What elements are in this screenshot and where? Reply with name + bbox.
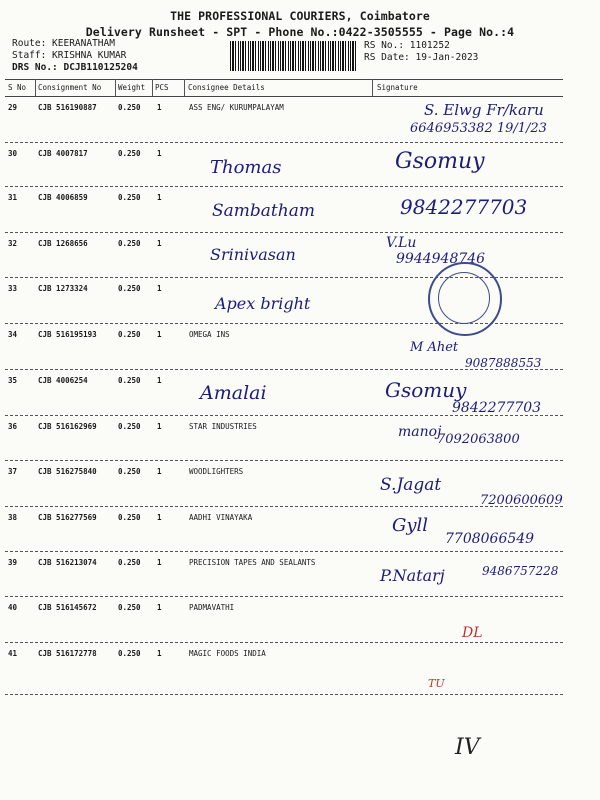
signature: TU xyxy=(428,677,445,690)
table-top-border xyxy=(5,79,563,80)
signature-phone: 9486757228 xyxy=(482,564,559,578)
row-pcs: 1 xyxy=(157,649,162,658)
handwritten-name: Apex bright xyxy=(215,294,311,313)
row-weight: 0.250 xyxy=(118,376,141,385)
signature-phone: 9842277703 xyxy=(452,400,542,416)
table-row xyxy=(0,597,600,641)
col-pcs: PCS xyxy=(155,83,169,92)
row-pcs: 1 xyxy=(157,422,162,431)
delivery-stamp xyxy=(428,262,502,336)
signature: P.Natarj xyxy=(380,566,445,585)
row-weight: 0.250 xyxy=(118,103,141,112)
route-label: Route: KEERANATHAM xyxy=(12,38,115,49)
row-weight: 0.250 xyxy=(118,603,141,612)
row-pcs: 1 xyxy=(157,467,162,476)
signature-phone: 7092063800 xyxy=(437,432,520,447)
row-sno: 31 xyxy=(8,193,18,202)
col-divider xyxy=(115,79,116,97)
signature: Gsomuy xyxy=(395,149,485,174)
col-consignment: Consignment No xyxy=(38,83,102,92)
row-details: AADHI VINAYAKA xyxy=(189,513,253,522)
table-row xyxy=(0,233,600,277)
row-weight: 0.250 xyxy=(118,513,141,522)
signature: S.Jagat xyxy=(380,475,442,495)
table-row xyxy=(0,370,600,414)
row-weight: 0.250 xyxy=(118,193,141,202)
row-sno: 36 xyxy=(8,422,18,431)
row-consignment: CJB 1268656 xyxy=(38,239,88,248)
signature-phone: 7200600609 xyxy=(480,493,563,508)
row-sno: 29 xyxy=(8,103,18,112)
row-sno: 32 xyxy=(8,239,18,248)
row-pcs: 1 xyxy=(157,239,162,248)
row-consignment: CJB 516172778 xyxy=(38,649,97,658)
row-pcs: 1 xyxy=(157,513,162,522)
row-pcs: 1 xyxy=(157,603,162,612)
table-row xyxy=(0,143,600,187)
row-pcs: 1 xyxy=(157,376,162,385)
col-divider xyxy=(372,79,373,97)
row-sno: 38 xyxy=(8,513,18,522)
row-sno: 35 xyxy=(8,376,18,385)
row-consignment: CJB 4007817 xyxy=(38,149,88,158)
row-details: OMEGA INS xyxy=(189,330,230,339)
company-title: THE PROFESSIONAL COURIERS, Coimbatore xyxy=(170,9,430,23)
table-row xyxy=(0,416,600,460)
signature-phone: 9087888553 xyxy=(465,356,542,370)
rs-date: RS Date: 19-Jan-2023 xyxy=(364,52,479,63)
row-sno: 34 xyxy=(8,330,18,339)
signature: Gyll xyxy=(392,515,429,536)
row-weight: 0.250 xyxy=(118,649,141,658)
row-consignment: CJB 4006254 xyxy=(38,376,88,385)
row-sno: 39 xyxy=(8,558,18,567)
page-mark: IV xyxy=(455,735,480,760)
row-pcs: 1 xyxy=(157,330,162,339)
row-consignment: CJB 516275840 xyxy=(38,467,97,476)
table-row xyxy=(0,643,600,690)
row-consignment: CJB 516213074 xyxy=(38,558,97,567)
row-consignment: CJB 1273324 xyxy=(38,284,88,293)
handwritten-name: Srinivasan xyxy=(210,245,296,264)
row-weight: 0.250 xyxy=(118,149,141,158)
table-row xyxy=(0,97,600,141)
col-weight: Weight xyxy=(118,83,146,92)
signature-phone: 7708066549 xyxy=(445,531,535,547)
signature: 9842277703 xyxy=(400,195,528,219)
signature-phone: 6646953382 19/1/23 xyxy=(410,121,547,136)
col-divider xyxy=(152,79,153,97)
row-consignment: CJB 516162969 xyxy=(38,422,97,431)
row-weight: 0.250 xyxy=(118,558,141,567)
row-consignment: CJB 516195193 xyxy=(38,330,97,339)
table-row xyxy=(0,278,600,322)
row-sno: 30 xyxy=(8,149,18,158)
row-weight: 0.250 xyxy=(118,330,141,339)
table-row xyxy=(0,552,600,596)
table-row xyxy=(0,461,600,508)
row-pcs: 1 xyxy=(157,284,162,293)
signature: V.Lu xyxy=(386,235,417,251)
col-sno: S No xyxy=(8,83,27,92)
row-consignment: CJB 4006859 xyxy=(38,193,88,202)
drs-label: DRS No.: DCJB110125204 xyxy=(12,62,138,73)
signature: S. Elwg Fr/karu xyxy=(424,101,544,119)
row-details: PRECISION TAPES AND SEALANTS xyxy=(189,558,316,567)
row-sno: 40 xyxy=(8,603,18,612)
row-sno: 37 xyxy=(8,467,18,476)
runsheet-title: Delivery Runsheet - SPT - Phone No.:0422-3505555 - Page No.:4 xyxy=(85,25,515,39)
row-pcs: 1 xyxy=(157,149,162,158)
row-details: STAR INDUSTRIES xyxy=(189,422,257,431)
signature: DL xyxy=(462,625,483,641)
row-weight: 0.250 xyxy=(118,239,141,248)
signature: Gsomuy xyxy=(385,378,467,402)
row-consignment: CJB 516190887 xyxy=(38,103,97,112)
col-divider xyxy=(35,79,36,97)
handwritten-name: Sambatham xyxy=(212,201,315,221)
signature: M Ahet xyxy=(410,340,459,355)
row-weight: 0.250 xyxy=(118,422,141,431)
col-signature: Signature xyxy=(377,83,418,92)
row-details: PADMAVATHI xyxy=(189,603,235,612)
col-details: Consignee Details xyxy=(188,83,265,92)
col-divider xyxy=(184,79,185,97)
signature-phone: 9944948746 xyxy=(396,251,486,267)
table-row xyxy=(0,507,600,551)
row-details: ASS ENG/ KURUMPALAYAM xyxy=(189,103,284,112)
row-weight: 0.250 xyxy=(118,284,141,293)
row-pcs: 1 xyxy=(157,103,162,112)
signature: manoj xyxy=(398,424,442,440)
table-row xyxy=(0,324,600,368)
handwritten-name: Thomas xyxy=(210,157,282,178)
staff-label: Staff: KRISHNA KUMAR xyxy=(12,50,127,61)
row-sno: 41 xyxy=(8,649,18,658)
row-pcs: 1 xyxy=(157,558,162,567)
row-pcs: 1 xyxy=(157,193,162,202)
row-consignment: CJB 516145672 xyxy=(38,603,97,612)
rs-number: RS No.: 1101252 xyxy=(364,40,450,51)
table-row xyxy=(0,187,600,231)
row-divider xyxy=(5,694,563,695)
row-details: WOODLIGHTERS xyxy=(189,467,244,476)
barcode xyxy=(230,41,358,71)
row-sno: 33 xyxy=(8,284,18,293)
handwritten-name: Amalai xyxy=(200,382,267,404)
row-consignment: CJB 516277569 xyxy=(38,513,97,522)
row-weight: 0.250 xyxy=(118,467,141,476)
row-details: MAGIC FOODS INDIA xyxy=(189,649,266,658)
